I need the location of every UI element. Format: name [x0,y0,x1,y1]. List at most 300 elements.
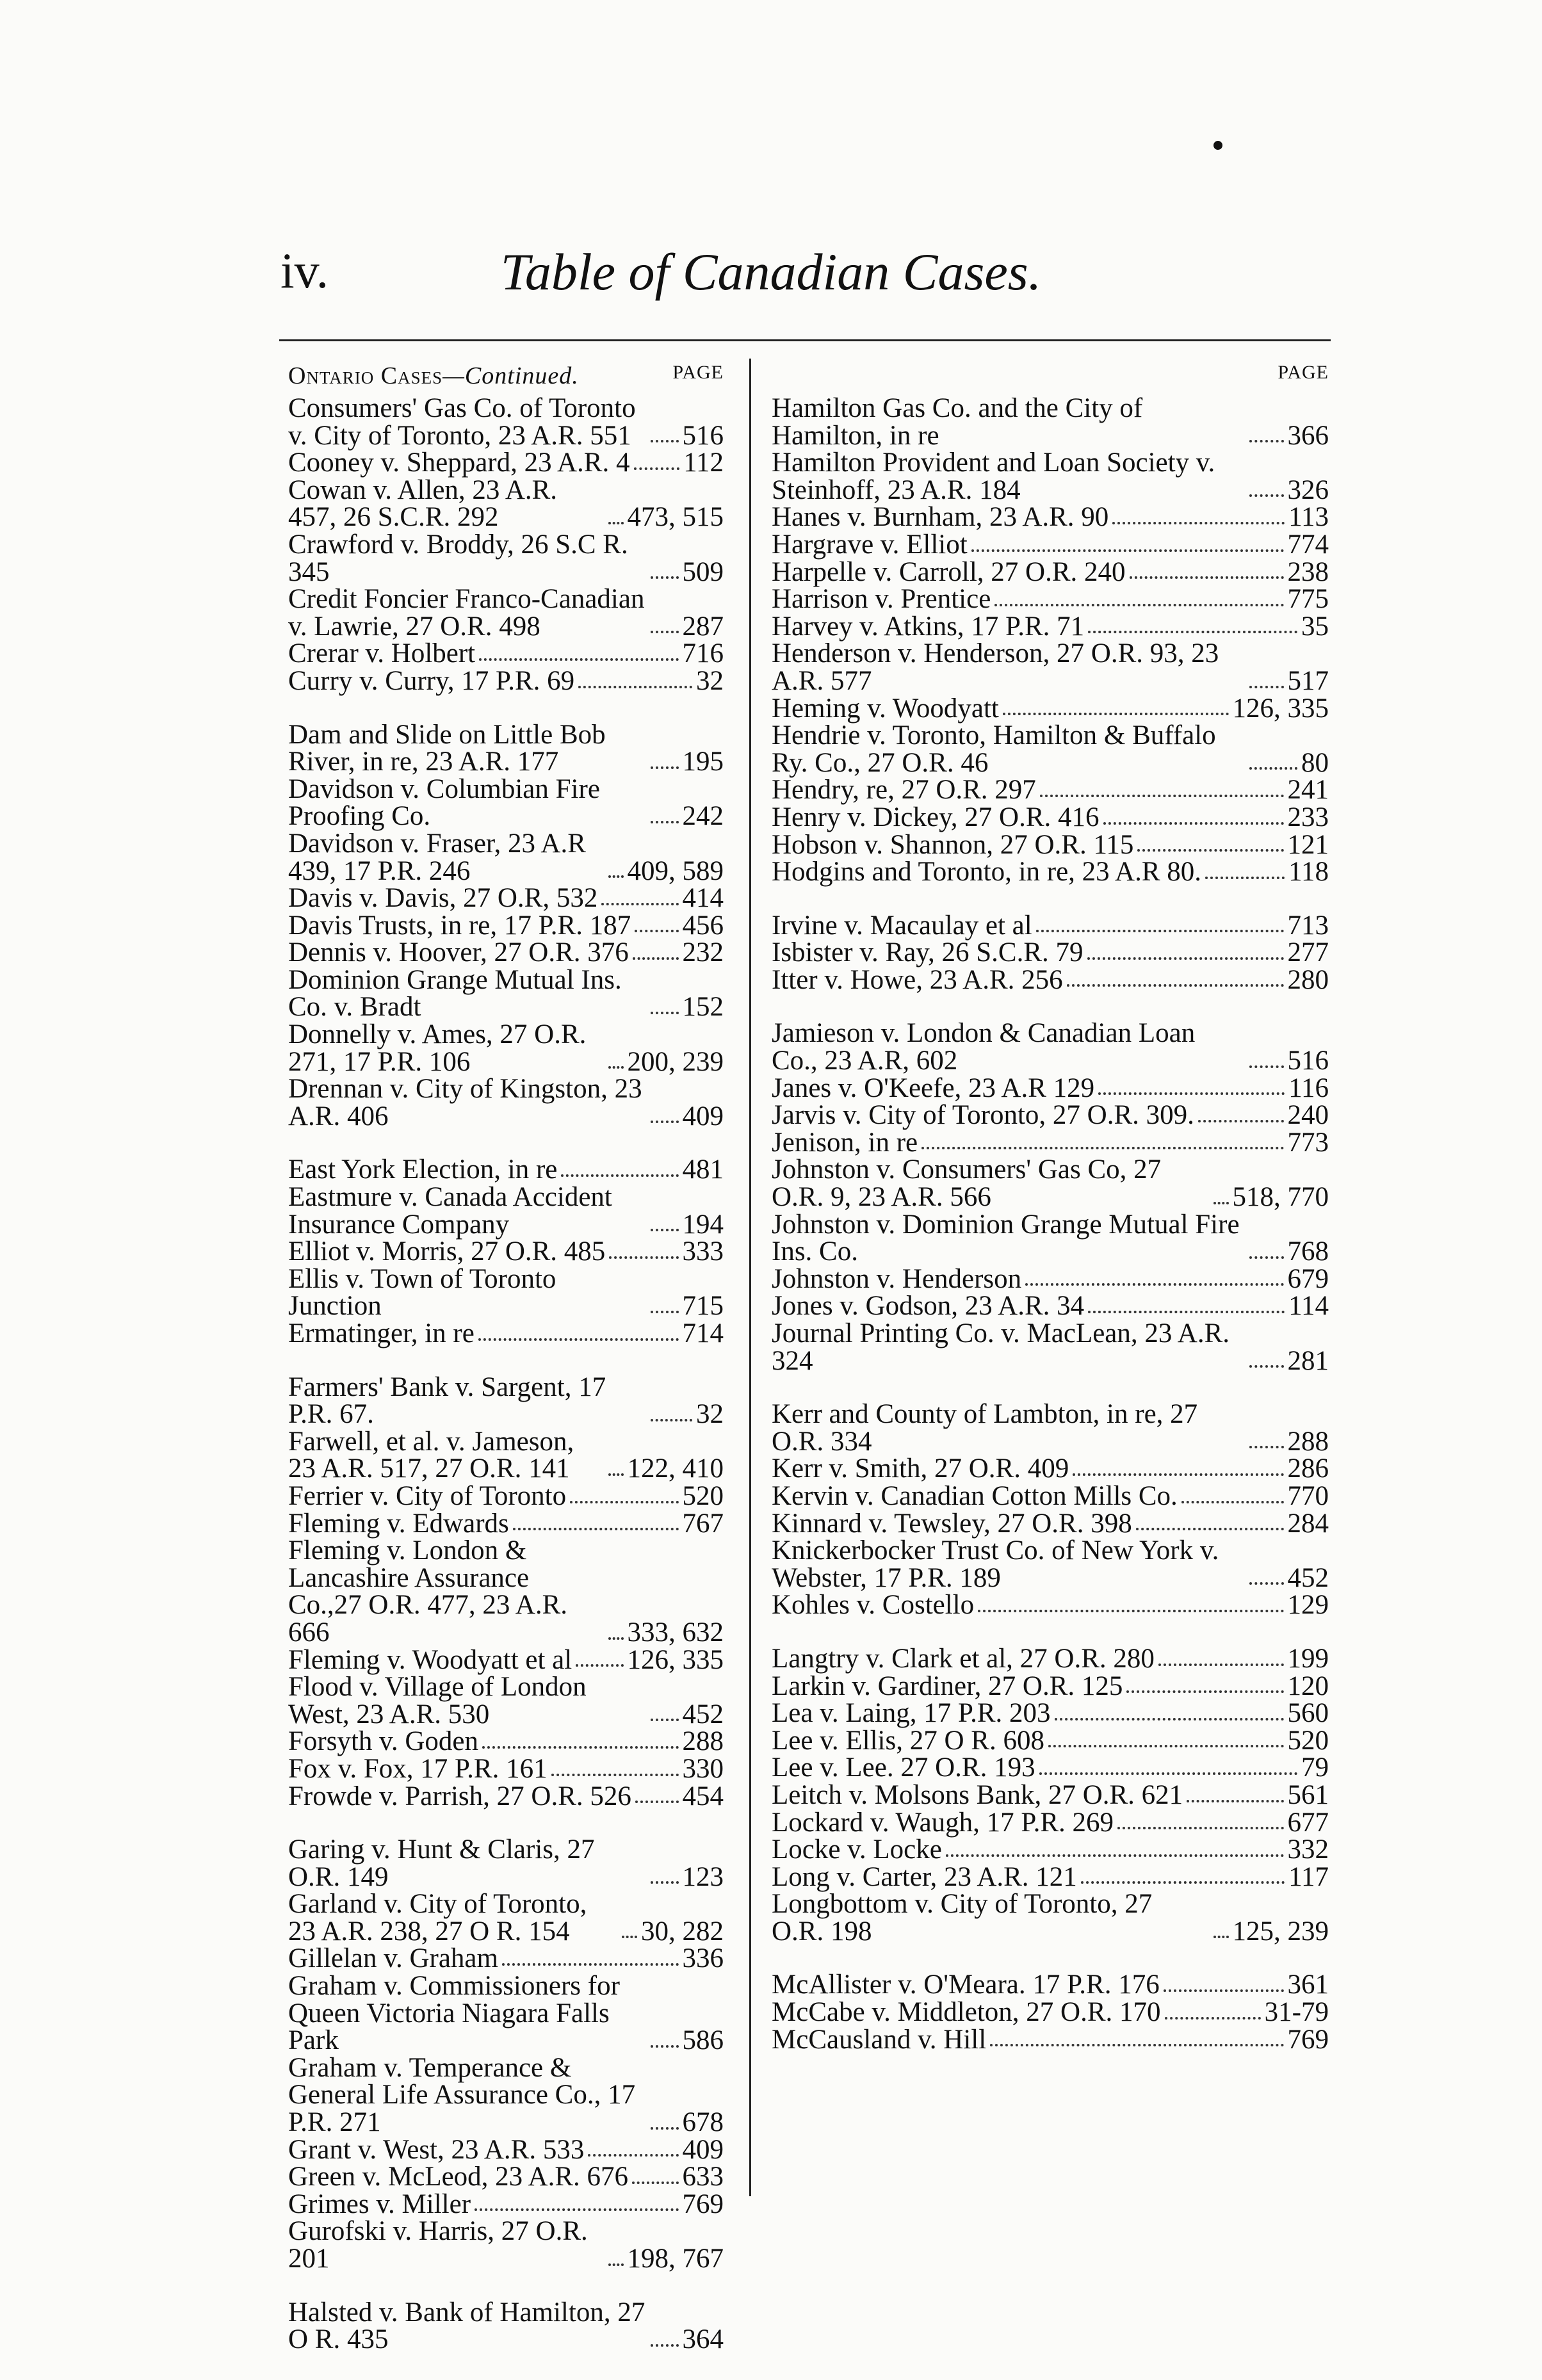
case-entry [288,1973,724,2055]
page-reference: 238 [1287,556,1329,587]
page-reference: 769 [682,2189,724,2219]
case-name: Jamieson v. London & Canadian Loan Co., 23 A.R, 602 [772,1018,1196,1076]
page-reference: 232 [682,937,724,968]
case-entry [288,1021,724,1076]
dot-leader [1165,2017,1261,2020]
case-name: Kervin v. Canadian Cotton Mills Co. [772,1480,1178,1511]
page-reference: 280 [1287,964,1329,995]
header-rule [279,339,1331,341]
dot-leader [1048,1745,1284,1747]
page-reference: 32 [696,665,724,696]
dot-leader [608,1473,624,1476]
page-reference: 715 [682,1291,724,1322]
case-name: Johnston v. Henderson [772,1263,1022,1294]
case-entry [772,1725,1329,1756]
case-name: Elliot v. Morris, 27 O.R. 485 [288,1236,606,1267]
case-name: Hodgins and Toronto, in re, 23 A.R 80. [772,857,1202,887]
page-reference: 773 [1287,1127,1329,1158]
case-entry [288,1510,724,1538]
page-reference: 152 [682,992,724,1023]
case-entry [772,912,1329,940]
case-name: McCabe v. Middleton, 27 O.R. 170 [772,1997,1161,2028]
dot-leader [479,658,678,661]
case-name: Lea v. Laing, 17 P.R. 203 [772,1698,1051,1729]
dot-leader [608,522,624,524]
page-reference: 112 [683,448,724,478]
page-reference: 561 [1287,1779,1329,1810]
case-name: Itter v. Howe, 23 A.R. 256 [772,964,1063,995]
case-name: Lee v. Ellis, 27 O R. 608 [772,1725,1044,1756]
dot-leader [651,2344,679,2347]
case-name: Harvey v. Atkins, 17 P.R. 71 [772,611,1085,642]
dot-leader [651,766,679,769]
case-entry [288,885,724,912]
dot-leader [1130,576,1284,579]
page-reference: 277 [1287,937,1329,968]
case-name: Davis v. Davis, 27 O.R, 532 [288,883,598,914]
case-entry [288,1374,724,1429]
page-reference: 286 [1287,1453,1329,1484]
dot-leader [1088,631,1297,633]
case-name: Locke v. Locke [772,1834,942,1865]
page-reference: 122, 410 [627,1453,724,1484]
case-name: Jenison, in re [772,1127,918,1158]
page-reference: 194 [682,1209,724,1240]
page-reference: 333 [682,1236,724,1267]
page-reference: 114 [1288,1291,1329,1322]
case-entry [288,1537,724,1646]
case-name: Davidson v. Columbian Fire Proofing Co. [288,773,600,832]
dot-leader [561,1174,678,1177]
case-entry [772,1971,1329,1999]
dot-leader [588,2154,678,2157]
dot-leader [601,903,678,905]
dot-leader [651,631,679,633]
page-reference: 768 [1287,1236,1329,1267]
page-title: Table of Canadian Cases. [500,243,1042,301]
page-reference: 456 [682,910,724,941]
case-entry [772,1861,1329,1892]
page-reference: 517 [1287,665,1329,696]
dot-leader [1087,957,1284,960]
case-entry [288,1238,724,1266]
page-reference: 126, 335 [627,1644,724,1675]
dot-leader [478,1338,679,1341]
case-entry [772,722,1329,777]
case-entry [772,1592,1329,1619]
case-entry [288,1945,724,1973]
case-name: Forsyth v. Goden [288,1726,479,1757]
case-name: Ellis v. Town of Toronto Junction [288,1263,556,1322]
case-group [772,1643,1329,1947]
case-entry [772,1809,1329,1837]
case-name: Hobson v. Shannon, 27 O.R. 115 [772,829,1134,860]
case-entry [288,1836,724,1891]
case-entry [288,1320,724,1348]
page-reference: 409 [682,2134,724,2165]
dot-leader [1249,1065,1284,1068]
case-entry [772,1480,1329,1511]
case-name: Janes v. O'Keefe, 23 A.R 129 [772,1073,1095,1103]
case-name: Kerr and County of Lambton, in re, 27 O.R. 334 [772,1399,1198,1457]
case-name: Isbister v. Ray, 26 S.C.R. 79 [772,937,1083,968]
dot-leader [1249,1365,1284,1368]
dot-leader [608,2263,624,2266]
case-entry [288,1728,724,1756]
dot-leader [1117,1827,1284,1829]
page-reference: 677 [1287,1807,1329,1838]
case-entry [288,830,724,885]
page-reference: 117 [1288,1861,1329,1892]
dot-leader [632,2182,678,2184]
case-name: Consumers' Gas Co. of Toronto v. City of Toronto, 23 A.R. 551 [288,393,636,451]
dot-leader [1081,1881,1285,1884]
dot-leader [651,576,679,579]
case-name: Harrison v. Prentice [772,584,991,615]
case-entry [288,1783,724,1811]
case-entry [288,1076,724,1130]
case-entry [288,2052,724,2138]
page-reference: 199 [1287,1643,1329,1674]
page-reference: 30, 282 [641,1916,724,1947]
case-group [288,1156,724,1347]
dot-leader [578,686,692,688]
case-entry [288,1263,724,1322]
case-name: Lockard v. Waugh, 17 P.R. 269 [772,1807,1114,1838]
case-name: Frowde v. Parrish, 27 O.R. 526 [288,1781,631,1811]
case-entry [288,964,724,1023]
column-divider [749,359,751,2196]
dot-leader [971,549,1284,552]
page-reference: 330 [682,1753,724,1784]
case-name: Farwell, et al. v. Jameson, 23 A.R. 517, 27 O.R. 141 [288,1426,574,1484]
dot-leader [1164,1989,1284,1992]
case-name: Johnston v. Dominion Grange Mutual Fire Ins. Co. [772,1209,1240,1267]
page-reference: 409 [682,1101,724,1131]
dot-leader [651,1121,679,1123]
case-name: Hamilton Gas Co. and the City of Hamilton, in re [772,393,1143,451]
case-group [288,2299,724,2354]
page-reference: 454 [682,1781,724,1811]
case-group [772,1401,1329,1619]
case-name: McCausland v. Hill [772,2024,987,2055]
page-reference: 452 [682,1699,724,1729]
case-group [772,912,1329,994]
page-reference: 775 [1287,584,1329,615]
case-name: East York Election, in re [288,1154,558,1185]
dot-leader [634,467,680,470]
right-column-header [772,362,1329,395]
case-group [772,1020,1329,1375]
case-entry [288,1156,724,1184]
case-entry [772,1836,1329,1864]
case-entry [288,665,724,696]
case-entry [288,531,724,586]
page-reference: 586 [682,2025,724,2056]
dot-leader [651,2045,679,2048]
case-entry [772,964,1329,995]
left-column [288,362,724,2380]
case-name: Langtry v. Clark et al, 27 O.R. 280 [772,1643,1155,1674]
page-reference: 113 [1288,502,1329,533]
page-reference: 516 [682,420,724,451]
case-entry [288,719,724,777]
dot-leader [651,1012,679,1014]
case-name: Dam and Slide on Little Bob River, in re, 23 A.R. 177 [288,719,606,777]
case-name: Curry v. Curry, 17 P.R. 69 [288,665,575,696]
case-entry [772,504,1329,531]
right-case-list [772,395,1329,2053]
dot-leader [576,1664,623,1667]
dot-leader [633,957,679,960]
case-entry [288,640,724,668]
case-entry [772,777,1329,804]
dot-leader [1067,984,1284,987]
dot-leader [651,1881,679,1884]
page-reference: 714 [682,1318,724,1348]
case-entry [288,2191,724,2219]
case-entry [288,773,724,832]
dot-leader [622,1936,637,1938]
dot-leader [1126,1690,1283,1693]
page-reference: 123 [682,1861,724,1892]
case-name: Fleming v. Woodyatt et al [288,1644,572,1675]
dot-leader [651,1311,679,1313]
page-reference: 364 [682,2324,724,2355]
page-reference: 560 [1287,1698,1329,1729]
page-reference: 633 [682,2162,724,2192]
case-name: Johnston v. Consumers' Gas Co, 27 O.R. 9, 23 A.R. 566 [772,1154,1162,1213]
page-reference: 679 [1287,1263,1329,1294]
case-name: Journal Printing Co. v. MacLean, 23 A.R. 324 [772,1318,1230,1376]
case-name: Fleming v. London & Lancashire Assurance Co.,27 O.R. 477, 23 A.R. 666 [288,1535,568,1647]
case-name: Crawford v. Broddy, 26 S.C R. 345 [288,529,628,587]
dot-leader [651,1719,679,1721]
page-reference: 80 [1301,747,1329,778]
case-name: Garland v. City of Toronto, 23 A.R. 238, 27 O R. 154 [288,1889,587,1947]
case-name: Knickerbocker Trust Co. of New York v. Webster, 17 P.R. 189 [772,1535,1219,1593]
dot-leader [1039,1772,1297,1775]
dot-leader [978,1610,1283,1612]
page-column-label: PAGE [1278,362,1329,383]
case-name: Hendry, re, 27 O.R. 297 [772,775,1036,805]
case-name: Ermatinger, in re [288,1318,475,1348]
left-column-header [288,362,724,395]
case-entry [288,2299,724,2354]
case-name: Kohles v. Costello [772,1590,975,1621]
case-name: Ferrier v. City of Toronto [288,1480,567,1511]
dot-leader [1187,1800,1283,1802]
case-name: Heming v. Woodyatt [772,693,999,724]
case-entry [772,1320,1329,1375]
dot-leader [651,1419,692,1421]
dot-leader [475,2208,678,2211]
page-reference: 713 [1287,910,1329,941]
case-name: Credit Foncier Franco-Canadian v. Lawrie, 27 O.R. 498 [288,584,645,642]
page-reference: 520 [1287,1725,1329,1756]
dot-leader [1036,930,1284,932]
page-reference: 336 [682,1943,724,1974]
case-name: Henry v. Dickey, 27 O.R. 416 [772,802,1100,832]
page-reference: 678 [682,2107,724,2138]
case-entry [772,1779,1329,1810]
dot-leader [651,821,679,823]
dot-leader [921,1147,1283,1149]
case-name: Gillelan v. Graham [288,1943,498,1974]
dot-leader [1205,877,1285,879]
case-name: McAllister v. O'Meara. 17 P.R. 176 [772,1970,1160,2000]
page-reference: 332 [1287,1834,1329,1865]
case-name: Hargrave v. Elliot [772,529,968,560]
case-entry [288,1644,724,1675]
case-entry [772,586,1329,613]
case-entry [772,1700,1329,1728]
case-entry [772,1891,1329,1945]
case-name: Garing v. Hunt & Claris, 27 O.R. 149 [288,1834,595,1892]
case-entry [288,586,724,640]
case-entry [772,859,1329,886]
case-name: Cowan v. Allen, 23 A.R. 457, 26 S.C.R. 292 [288,474,558,533]
page-reference: 195 [682,747,724,777]
dot-leader [946,1854,1284,1857]
case-entry [288,474,724,533]
case-name: Davis Trusts, in re, 17 P.R. 187 [288,910,631,941]
dot-leader [1249,440,1284,442]
case-entry [772,613,1329,641]
case-name: Graham v. Temperance & General Life Assurance Co., 17 P.R. 271 [288,2052,636,2138]
case-entry [772,1020,1329,1074]
case-entry [288,939,724,967]
case-entry [772,1673,1329,1701]
dot-leader [1198,1120,1284,1122]
page-reference: 414 [682,883,724,914]
page-reference: 518, 770 [1232,1182,1329,1213]
case-entry [288,1753,724,1784]
page-reference: 481 [682,1154,724,1185]
section-heading: Ontario Cases—Continued. [288,362,579,389]
dot-leader [1112,522,1285,524]
case-name: Dominion Grange Mutual Ins. Co. v. Bradt [288,964,622,1023]
case-name: Fox v. Fox, 17 P.R. 161 [288,1753,548,1784]
page-reference: 774 [1287,529,1329,560]
page-reference: 333, 632 [627,1617,724,1647]
case-entry [288,2134,724,2165]
case-entry [772,1263,1329,1294]
dot-leader [1158,1664,1284,1666]
case-entry [772,1075,1329,1103]
case-entry [772,1401,1329,1455]
dot-leader [1025,1283,1283,1286]
page-reference: 288 [1287,1426,1329,1457]
case-name: Fleming v. Edwards [288,1508,509,1539]
dot-leader [1249,1256,1284,1259]
page-reference: 769 [1287,2024,1329,2055]
page-reference: 32 [696,1399,724,1430]
case-entry [772,829,1329,860]
case-entry [288,1674,724,1728]
case-name: Drennan v. City of Kingston, 23 A.R. 406 [288,1074,642,1131]
case-name: Long v. Carter, 23 A.R. 121 [772,1861,1077,1892]
dot-leader [513,1528,679,1530]
page-reference: 79 [1301,1753,1329,1783]
page-reference: 452 [1287,1562,1329,1593]
page-reference: 198, 767 [627,2244,724,2274]
case-entry [288,912,724,940]
case-entry [288,1426,724,1484]
case-entry [772,1537,1329,1592]
case-entry [772,449,1329,504]
dot-leader [1103,822,1284,825]
right-column [772,362,1329,2080]
page-reference: 120 [1287,1671,1329,1701]
dot-leader [1136,1528,1284,1530]
case-entry [772,395,1329,449]
case-entry [772,695,1329,723]
case-name: Farmers' Bank v. Sargent, 17 P.R. 67. [288,1372,606,1430]
page-reference: 242 [682,801,724,832]
page-reference: 31-79 [1264,1997,1329,2028]
dot-leader [1249,1446,1284,1448]
dot-leader [994,604,1283,606]
page-reference: 125, 239 [1232,1916,1329,1947]
page-reference: 287 [682,611,724,642]
page-reference: 126, 335 [1232,693,1329,724]
case-entry [772,939,1329,967]
case-group [288,719,724,1131]
dot-leader [1137,849,1283,852]
page-reference: 241 [1287,775,1329,805]
case-name: Grimes v. Miller [288,2189,471,2219]
page-reference: 509 [682,556,724,587]
dot-leader [651,1229,679,1231]
case-entry [772,556,1329,587]
page-reference: 767 [682,1508,724,1539]
page-reference: 520 [682,1480,724,1511]
case-name: Cooney v. Sheppard, 23 A.R. 4 [288,448,630,478]
case-name: Crerar v. Holbert [288,638,476,669]
dot-leader [1098,1092,1285,1095]
case-name: Hanes v. Burnham, 23 A.R. 90 [772,502,1109,533]
case-name: Leitch v. Molsons Bank, 27 O.R. 621 [772,1779,1183,1810]
page-reference: 473, 515 [627,502,724,533]
page-reference: 409, 589 [627,855,724,886]
dot-leader [609,1256,678,1259]
case-name: Graham v. Commissioners for Queen Victoria Niagara Falls Park [288,1971,620,2056]
case-name: Hendrie v. Toronto, Hamilton & Buffalo Ry. Co., 27 O.R. 46 [772,720,1216,778]
page-reference: 284 [1287,1508,1329,1539]
dot-leader [651,440,679,442]
case-name: Harpelle v. Carroll, 27 O.R. 240 [772,556,1126,587]
case-group [288,1374,724,1811]
dot-leader [1249,767,1297,770]
case-name: Eastmure v. Canada Accident Insurance Company [288,1182,612,1240]
case-name: Dennis v. Hoover, 27 O.R. 376 [288,937,629,968]
case-entry [772,640,1329,695]
case-entry [772,1102,1329,1129]
case-group [288,395,724,695]
page-reference: 116 [1288,1073,1329,1103]
dot-leader [1073,1473,1283,1476]
case-group [772,1971,1329,2053]
page-reference: 326 [1287,474,1329,505]
case-name: Kinnard v. Tewsley, 27 O.R. 398 [772,1508,1132,1539]
case-entry [772,1510,1329,1538]
case-name: Hamilton Provident and Loan Society v. Steinhoff, 23 A.R. 184 [772,448,1215,505]
page-reference: 366 [1287,420,1329,451]
dot-leader [635,930,678,932]
case-name: Flood v. Village of London West, 23 A.R. 530 [288,1672,587,1729]
page-reference: 129 [1287,1590,1329,1621]
